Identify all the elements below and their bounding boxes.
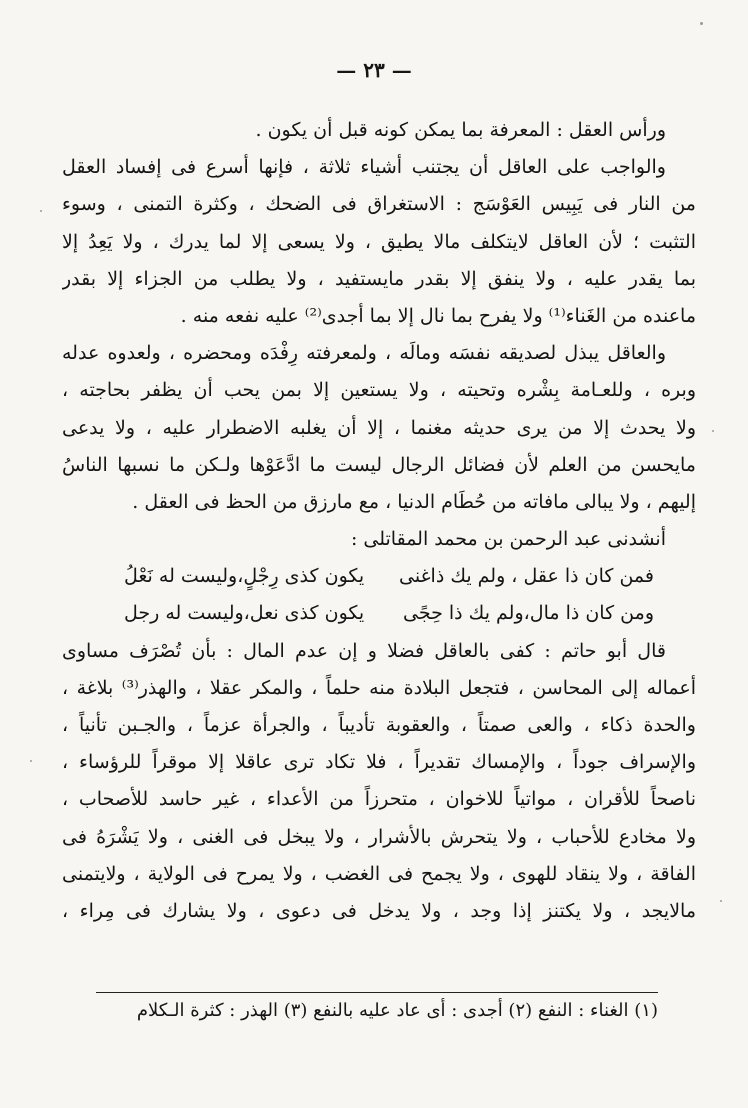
footnotes: (١) الغناء : النفع (٢) أجدى : أى عاد عليه بالنفع (٣) الهذر : كثرة الـكلام bbox=[136, 1000, 658, 1021]
text-line: ناصحاً للأقران ، مواتياً للاخوان ، متحرزاً من الأعداء ، غير حاسد للأصحاب ، bbox=[62, 788, 696, 811]
text-line: ولا مخادع للأحباب ، ولا يتحرش بالأشرار ، ولا يبخل فى الغنى ، ولا يَشْرَهُ فى bbox=[62, 825, 696, 848]
paper-speck bbox=[720, 900, 722, 902]
text-line: إليهم ، ولا يبالى مافاته من حُطَام الدنيا ، مع مارزق من الحظ فى العقل . bbox=[132, 490, 696, 513]
text-line: مالايجد ، ولا يكتنز إذا وجد ، ولا يدخل فى دعوى ، ولا يشارك فى مِراء ، bbox=[62, 899, 696, 922]
paper-speck bbox=[700, 22, 703, 25]
verse-line bbox=[62, 558, 696, 595]
text-line: وبره ، وللعـامة بِشْره وتحيته ، ولا يستعين إلا بمن يحب أن يظفر بحاجته ، bbox=[62, 379, 696, 402]
text-line: من النار فى يَبِيس العَوْسَج : الاستغراق فى الضحك ، وكثرة التمنى ، وسوء bbox=[62, 193, 696, 216]
paper-speck bbox=[30, 760, 32, 762]
text-line: الفاقة ، ولا ينقاد للهوى ، ولا يجمح فى الغضب ، ولا يمرح فى الولاية ، ولايتمنى bbox=[62, 862, 696, 885]
text-line: والواجب على العاقل أن يجتنب أشياء ثلاثة ، فإنها أسرع فى إفساد العقل bbox=[62, 156, 666, 179]
body-text bbox=[62, 112, 696, 930]
text-line: ماعنده من الغَناء⁽¹⁾ ولا يفرح بما نال إلا بما أجدى⁽²⁾ عليه نفعه منه . bbox=[180, 304, 696, 327]
poem bbox=[62, 558, 696, 632]
verse-first-hemistich: ومن كان ذا مال،ولم يك ذا حِجًى bbox=[403, 602, 654, 625]
footnote-divider bbox=[96, 992, 658, 993]
text-line: قال أبو حاتم : كفى بالعاقل فضلا و إن عدم المال : بأن تُصْرَف مساوى bbox=[62, 639, 666, 662]
verse-second-hemistich: يكون كذى نعل،وليست له رجل bbox=[124, 602, 365, 625]
paper-speck bbox=[40, 210, 42, 212]
text-line: والحدة ذكاء ، والعى صمتاً ، والعقوبة تأديباً ، والجرأة عزماً ، والجـبن تأنياً ، bbox=[62, 714, 696, 736]
verse-line bbox=[62, 595, 696, 632]
text-line: والإسراف جوداً ، والإمساك تقديراً ، فلا تكاد ترى عاقلا إلا موقراً للرؤساء ، bbox=[62, 751, 696, 774]
paper-speck bbox=[712, 430, 714, 432]
text-line: ولا يحدث إلا من يرى حديثه مغنما ، إلا أن يغلبه الاضطرار عليه ، ولا يدعى bbox=[62, 416, 696, 439]
text-line: التثبت ؛ لأن العاقل لايتكلف مالا يطيق ، ولا يسعى إلا لما يدرك ، ولا يَعِدُ إلا bbox=[62, 230, 696, 253]
text-line: مايحسن من العلم لأن فضائل الرجال ليست ما ادَّعَوْها ولـكن ما نسبها الناسُ bbox=[62, 453, 696, 476]
page-number: — ٢٣ — bbox=[336, 58, 412, 82]
text-line: أعماله إلى المحاسن ، فتجعل البلادة منه حلماً ، والمكر عقلا ، والهذر⁽³⁾ بلاغة ، bbox=[62, 676, 696, 699]
text-line: أنشدنى عبد الرحمن بن محمد المقاتلى : bbox=[350, 528, 666, 551]
text-line: بما يقدر عليه ، ولا ينفق إلا بقدر مايستفيد ، ولا يطلب من الجزاء إلا بقدر bbox=[62, 267, 696, 290]
verse-first-hemistich: فمن كان ذا عقل ، ولم يك ذاغنى bbox=[399, 565, 654, 588]
verse-second-hemistich: يكون كذى رِجْلٍ،وليست له نَعْلُ bbox=[124, 565, 365, 588]
text-line: ورأس العقل : المعرفة بما يمكن كونه قبل أن يكون . bbox=[255, 119, 666, 141]
text-line: والعاقل يبذل لصديقه نفسَه ومالَه ، ولمعرفته رِفْدَه ومحضره ، ولعدوه عدله bbox=[62, 342, 666, 365]
